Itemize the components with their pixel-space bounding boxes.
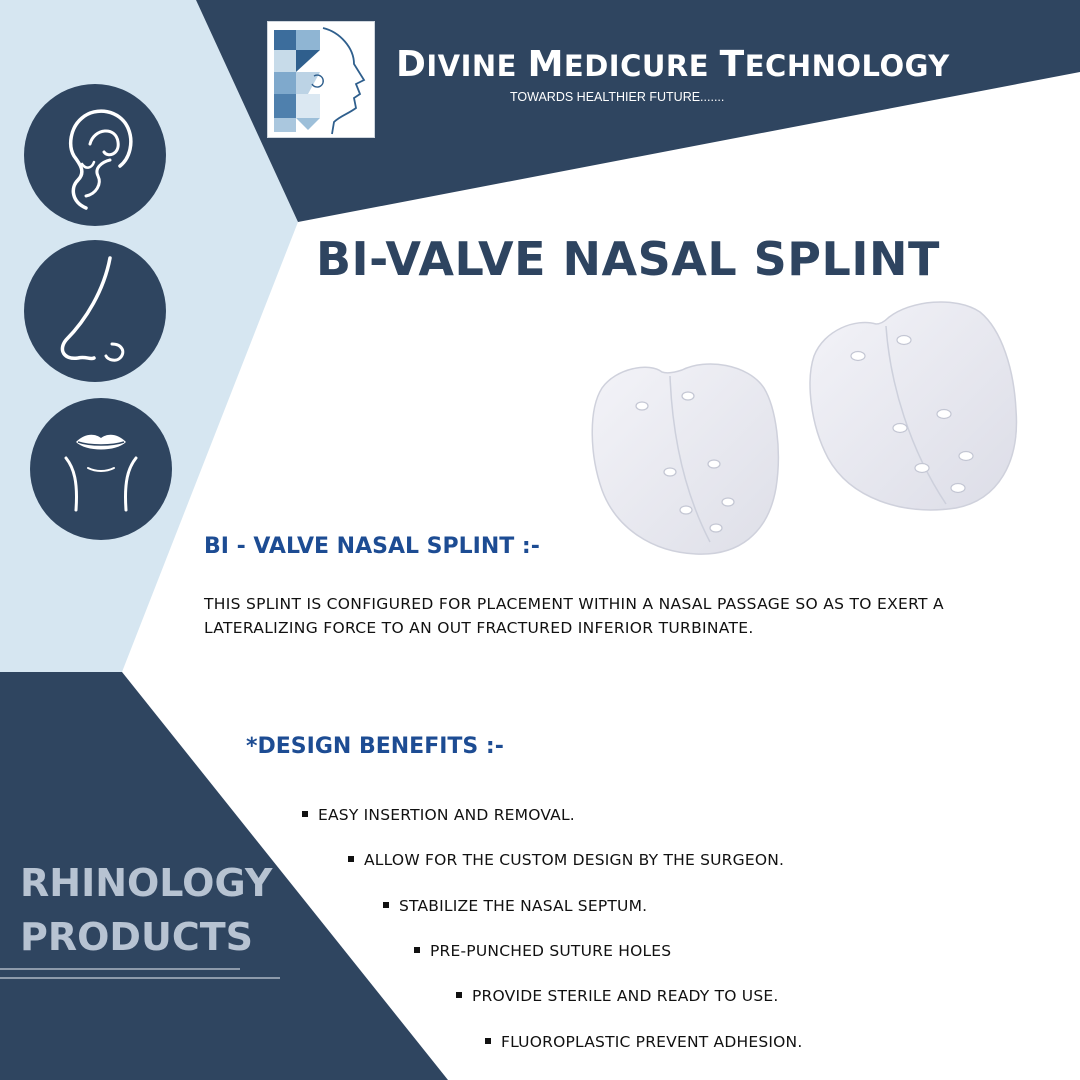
nasal-splint-image-large bbox=[806, 300, 1022, 516]
ear-icon bbox=[24, 84, 166, 226]
product-title: BI-VALVE NASAL SPLINT bbox=[316, 232, 940, 286]
bullet-icon bbox=[485, 1038, 491, 1044]
description-line: THIS SPLINT IS CONFIGURED FOR PLACEMENT WITHIN A NASAL PASSAGE SO AS TO EXERT A bbox=[204, 595, 944, 613]
benefits-heading: *DESIGN BENEFITS :- bbox=[246, 734, 504, 759]
benefit-item: EASY INSERTION AND REMOVAL. bbox=[302, 806, 575, 824]
product-subtitle: BI - VALVE NASAL SPLINT :- bbox=[204, 534, 540, 559]
bullet-icon bbox=[302, 811, 308, 817]
category-line: RHINOLOGY bbox=[20, 861, 273, 905]
company-logo bbox=[268, 22, 374, 137]
bullet-icon bbox=[383, 902, 389, 908]
bullet-icon bbox=[348, 856, 354, 862]
bullet-icon bbox=[456, 992, 462, 998]
brand-name: DIVINE MEDICURE TECHNOLOGY bbox=[396, 44, 950, 85]
benefit-item: FLUOROPLASTIC PREVENT ADHESION. bbox=[485, 1033, 802, 1051]
benefit-item: ALLOW FOR THE CUSTOM DESIGN BY THE SURGEON. bbox=[348, 851, 784, 869]
lips-neck-icon bbox=[30, 398, 172, 540]
benefit-item: PROVIDE STERILE AND READY TO USE. bbox=[456, 987, 778, 1005]
benefit-item: PRE-PUNCHED SUTURE HOLES bbox=[414, 942, 671, 960]
benefit-item: STABILIZE THE NASAL SEPTUM. bbox=[383, 897, 647, 915]
brand-tagline: TOWARDS HEALTHIER FUTURE....... bbox=[510, 90, 725, 104]
bullet-icon bbox=[414, 947, 420, 953]
category-line: PRODUCTS bbox=[20, 915, 253, 959]
nose-icon bbox=[24, 240, 166, 382]
description-line: LATERALIZING FORCE TO AN OUT FRACTURED INFERIOR TURBINATE. bbox=[204, 619, 754, 637]
product-description bbox=[204, 592, 944, 640]
category-label bbox=[20, 856, 272, 964]
face-profile-logo-icon bbox=[268, 22, 374, 137]
nasal-splint-image-small bbox=[586, 358, 782, 558]
